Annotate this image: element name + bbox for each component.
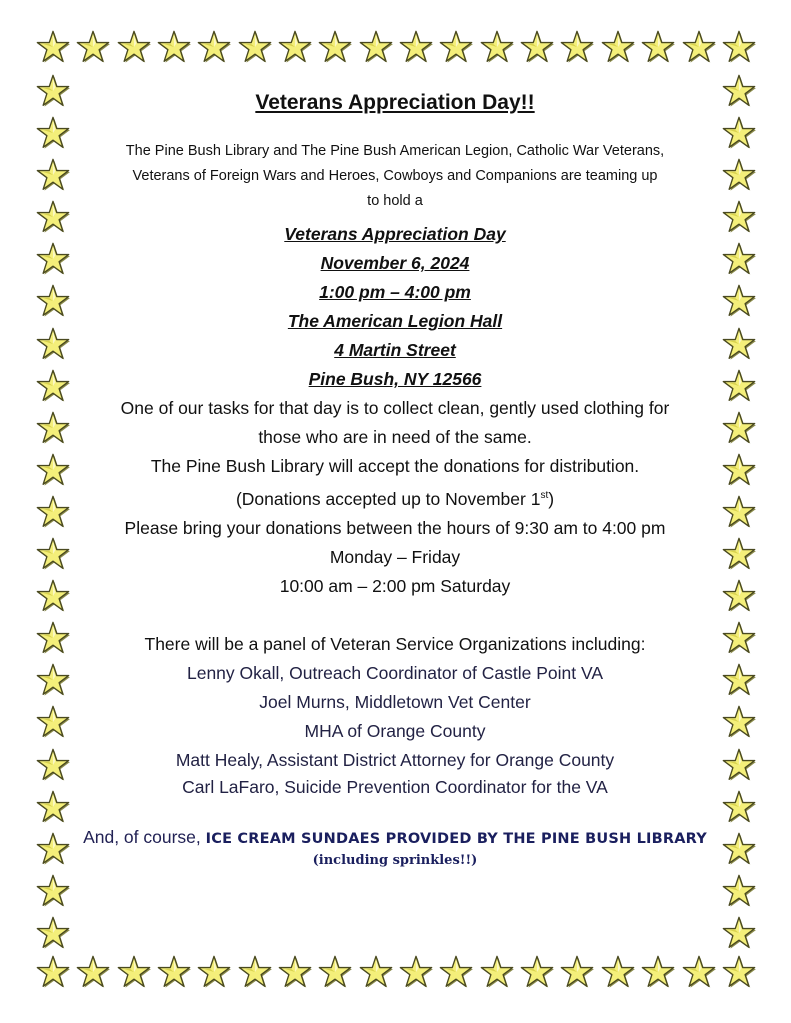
event-street: 4 Martin Street bbox=[334, 340, 456, 361]
star-icon bbox=[36, 537, 70, 571]
star-icon bbox=[682, 30, 716, 64]
star-icon bbox=[36, 284, 70, 318]
deadline-suffix: st bbox=[540, 490, 549, 502]
star-icon bbox=[722, 453, 756, 487]
star-icon bbox=[722, 327, 756, 361]
star-icon bbox=[560, 30, 594, 64]
spacer bbox=[80, 601, 710, 630]
star-icon bbox=[722, 621, 756, 655]
star-icon bbox=[36, 955, 70, 989]
star-icon bbox=[722, 284, 756, 318]
page-title: Veterans Appreciation Day!! bbox=[255, 91, 535, 114]
flyer-content bbox=[80, 90, 710, 872]
star-icon bbox=[157, 30, 191, 64]
star-icon bbox=[36, 916, 70, 950]
star-icon bbox=[722, 874, 756, 908]
donation-deadline bbox=[80, 481, 710, 514]
star-icon bbox=[722, 74, 756, 108]
star-icon bbox=[117, 30, 151, 64]
sprinkles-note: (including sprinkles!!) bbox=[312, 853, 478, 869]
star-icon bbox=[722, 663, 756, 697]
star-icon bbox=[722, 200, 756, 234]
panel-member: Matt Healy, Assistant District Attorney for Orange County bbox=[175, 750, 615, 771]
star-icon bbox=[36, 621, 70, 655]
star-icon bbox=[722, 579, 756, 613]
star-icon bbox=[197, 955, 231, 989]
star-icon bbox=[318, 955, 352, 989]
closing-note bbox=[80, 826, 710, 872]
star-icon bbox=[601, 955, 635, 989]
star-icon bbox=[36, 327, 70, 361]
star-icon bbox=[480, 955, 514, 989]
star-icon bbox=[36, 663, 70, 697]
star-icon bbox=[520, 955, 554, 989]
star-icon bbox=[36, 411, 70, 445]
donation-info bbox=[80, 394, 710, 601]
star-icon bbox=[520, 30, 554, 64]
body-line: those who are in need of the same. bbox=[258, 427, 532, 448]
star-icon bbox=[480, 30, 514, 64]
body-line: One of our tasks for that day is to collect clean, gently used clothing for bbox=[120, 398, 670, 419]
star-icon bbox=[722, 369, 756, 403]
intro-line: The Pine Bush Library and The Pine Bush American Legion, Catholic War Veterans, bbox=[125, 143, 665, 160]
event-venue: The American Legion Hall bbox=[287, 311, 503, 332]
body-line: Monday – Friday bbox=[329, 547, 461, 568]
star-icon bbox=[76, 30, 110, 64]
panel-member: Joel Murns, Middletown Vet Center bbox=[259, 692, 531, 713]
star-icon bbox=[36, 874, 70, 908]
star-icon bbox=[722, 832, 756, 866]
star-icon bbox=[359, 30, 393, 64]
star-icon bbox=[157, 955, 191, 989]
deadline-close: ) bbox=[548, 489, 555, 510]
star-icon bbox=[399, 30, 433, 64]
ice-cream-highlight: ICE CREAM SUNDAES PROVIDED BY THE PINE BUSH LIBRARY bbox=[205, 831, 707, 848]
deadline-text: (Donations accepted up to November 1 bbox=[235, 489, 541, 510]
star-icon bbox=[278, 955, 312, 989]
star-icon bbox=[76, 955, 110, 989]
body-line: The Pine Bush Library will accept the donations for distribution. bbox=[150, 456, 640, 477]
star-icon bbox=[117, 955, 151, 989]
star-icon bbox=[36, 748, 70, 782]
body-line: 10:00 am – 2:00 pm Saturday bbox=[279, 576, 511, 597]
event-city: Pine Bush, NY 12566 bbox=[308, 369, 482, 390]
star-icon bbox=[36, 832, 70, 866]
star-icon bbox=[36, 705, 70, 739]
star-icon bbox=[36, 790, 70, 824]
star-icon bbox=[36, 242, 70, 276]
intro-line: to hold a bbox=[367, 193, 423, 210]
star-icon bbox=[318, 30, 352, 64]
star-icon bbox=[439, 955, 473, 989]
star-icon bbox=[359, 955, 393, 989]
intro-paragraph bbox=[80, 139, 710, 214]
star-icon bbox=[36, 453, 70, 487]
star-icon bbox=[722, 158, 756, 192]
panel-section bbox=[80, 630, 710, 800]
star-icon bbox=[722, 537, 756, 571]
event-name: Veterans Appreciation Day bbox=[284, 224, 506, 245]
star-border-left bbox=[36, 74, 70, 950]
closing-lead: And, of course, bbox=[83, 827, 206, 848]
star-icon bbox=[641, 955, 675, 989]
star-icon bbox=[36, 200, 70, 234]
intro-line: Veterans of Foreign Wars and Heroes, Cowboys and Companions are teaming up bbox=[132, 168, 658, 185]
event-details bbox=[80, 220, 710, 394]
star-icon bbox=[36, 579, 70, 613]
panel-member: MHA of Orange County bbox=[304, 721, 486, 742]
star-border-bottom bbox=[36, 955, 756, 989]
star-icon bbox=[399, 955, 433, 989]
event-time: 1:00 pm – 4:00 pm bbox=[319, 282, 471, 303]
panel-intro: There will be a panel of Veteran Service Organizations including: bbox=[144, 634, 646, 655]
star-icon bbox=[722, 916, 756, 950]
star-icon bbox=[36, 158, 70, 192]
star-icon bbox=[36, 495, 70, 529]
star-icon bbox=[722, 116, 756, 150]
star-icon bbox=[238, 955, 272, 989]
star-border-right bbox=[722, 74, 756, 950]
star-icon bbox=[278, 30, 312, 64]
star-icon bbox=[722, 242, 756, 276]
star-icon bbox=[601, 30, 635, 64]
star-icon bbox=[36, 369, 70, 403]
panel-member: Carl LaFaro, Suicide Prevention Coordinator for the VA bbox=[182, 777, 608, 798]
panel-member: Lenny Okall, Outreach Coordinator of Castle Point VA bbox=[186, 663, 603, 684]
star-icon bbox=[722, 705, 756, 739]
star-icon bbox=[722, 411, 756, 445]
star-icon bbox=[722, 30, 756, 64]
star-icon bbox=[682, 955, 716, 989]
star-border-top bbox=[36, 30, 756, 64]
star-icon bbox=[197, 30, 231, 64]
star-icon bbox=[641, 30, 675, 64]
star-icon bbox=[722, 955, 756, 989]
star-icon bbox=[560, 955, 594, 989]
closing-line bbox=[80, 826, 710, 850]
event-date: November 6, 2024 bbox=[320, 253, 470, 274]
star-icon bbox=[722, 748, 756, 782]
star-icon bbox=[722, 790, 756, 824]
star-icon bbox=[36, 74, 70, 108]
star-icon bbox=[36, 116, 70, 150]
star-icon bbox=[238, 30, 272, 64]
star-icon bbox=[439, 30, 473, 64]
star-icon bbox=[36, 30, 70, 64]
body-line: Please bring your donations between the hours of 9:30 am to 4:00 pm bbox=[124, 518, 666, 539]
star-icon bbox=[722, 495, 756, 529]
